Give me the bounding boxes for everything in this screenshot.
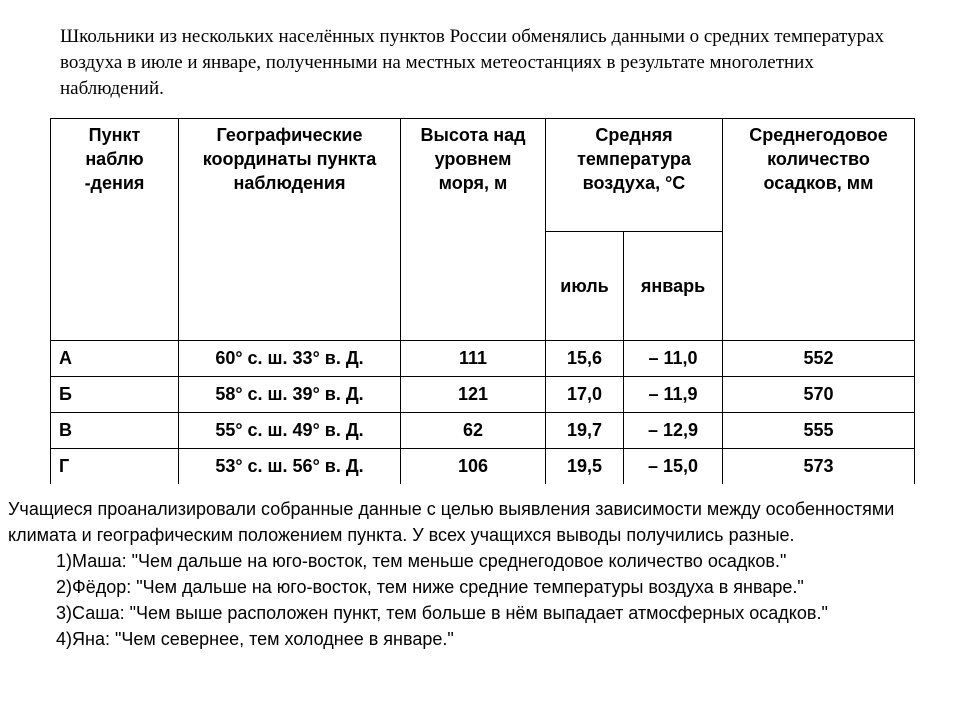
cell-height: 106 [401,449,546,485]
header-temperature-label: Средняя температура воздуха, °С [577,125,691,193]
cell-precipitation: 552 [723,341,915,377]
cell-july: 19,7 [546,413,624,449]
cell-height: 62 [401,413,546,449]
cell-height: 121 [401,377,546,413]
cell-january: – 11,9 [624,377,723,413]
observation-table [50,118,915,484]
cell-point: Г [51,449,179,485]
header-height [401,119,546,341]
header-point [51,119,179,341]
cell-precipitation: 555 [723,413,915,449]
cell-precipitation: 570 [723,377,915,413]
cell-coordinates: 55° с. ш. 49° в. Д. [179,413,401,449]
table-row [51,413,915,449]
conclusion-item: 3)Саша: "Чем выше расположен пункт, тем больше в нём выпадает атмосферных осадков." [56,603,828,623]
conclusion-item: 2)Фёдор: "Чем дальше на юго-восток, тем ниже средние температуры воздуха в январе." [56,577,804,597]
cell-january: – 11,0 [624,341,723,377]
header-point-label: Пункт наблю -дения [84,125,145,193]
header-precipitation-label: Среднегодовое количество осадков, мм [749,125,888,193]
table-row [51,449,915,485]
cell-precipitation: 573 [723,449,915,485]
analysis-paragraph: Учащиеся проанализировали собранные данные с целью выявления зависимости между особенностями климата и географическим положением пункта. У всех учащихся выводы получились разные. [8,499,895,545]
conclusion-item: 1)Маша: "Чем дальше на юго-восток, тем меньше среднегодовое количество осадков." [56,551,787,571]
cell-july: 17,0 [546,377,624,413]
cell-july: 15,6 [546,341,624,377]
table-row [51,377,915,413]
cell-height: 111 [401,341,546,377]
header-height-label: Высота над уровнем моря, м [420,125,526,193]
header-coordinates-label: Географические координаты пункта наблюдения [202,125,377,193]
header-july: июль [546,232,624,341]
cell-coordinates: 60° с. ш. 33° в. Д. [179,341,401,377]
analysis-section [8,496,948,652]
cell-point: А [51,341,179,377]
cell-point: В [51,413,179,449]
header-january: январь [624,232,723,341]
table-row [51,341,915,377]
cell-coordinates: 58° с. ш. 39° в. Д. [179,377,401,413]
header-temperature [546,119,723,232]
conclusions-list [8,548,948,652]
header-precipitation [723,119,915,341]
cell-january: – 12,9 [624,413,723,449]
intro-paragraph: Школьники из нескольких населённых пунктов России обменялись данными о средних температурах воздуха в июле и январе, полученными на местных метеостанциях в результате многолетних наблюдений. [60,26,885,99]
cell-july: 19,5 [546,449,624,485]
conclusion-item: 4)Яна: "Чем севернее, тем холоднее в январе." [56,629,454,649]
header-coordinates [179,119,401,341]
cell-point: Б [51,377,179,413]
cell-coordinates: 53° с. ш. 56° в. Д. [179,449,401,485]
table-body [51,341,915,485]
cell-january: – 15,0 [624,449,723,485]
